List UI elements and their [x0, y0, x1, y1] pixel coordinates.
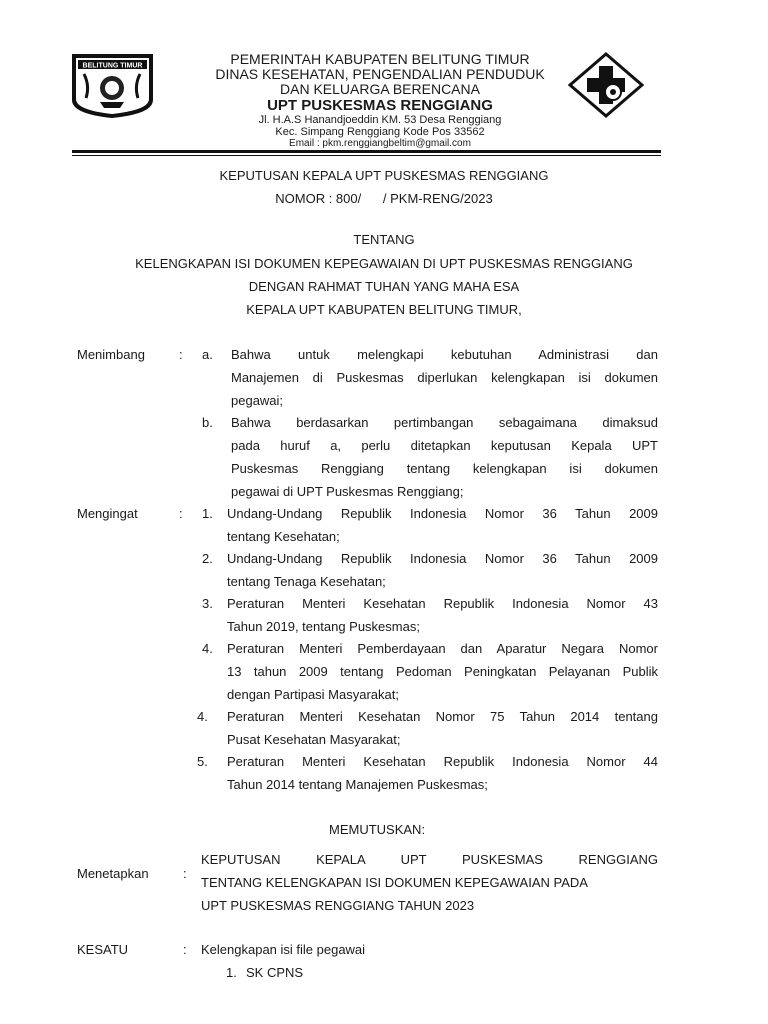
list-item-line: SK CPNS: [246, 965, 304, 980]
menetapkan-colon: :: [183, 866, 187, 881]
mengingat-label: Mengingat: [77, 506, 138, 521]
letterhead-line-1: PEMERINTAH KABUPATEN BELITUNG TIMUR: [230, 51, 530, 67]
decree-subject: KELENGKAPAN ISI DOKUMEN KEPEGAWAIAN DI UPT PUSKESMAS RENGGIANG: [135, 256, 633, 271]
decree-title: KEPUTUSAN KEPALA UPT PUSKESMAS RENGGIANG: [219, 168, 549, 183]
list-marker: a.: [202, 347, 213, 362]
kesatu-text: Kelengkapan isi file pegawai: [201, 942, 366, 957]
kesatu-colon: :: [183, 942, 187, 957]
menimbang-label: Menimbang: [77, 347, 145, 362]
menimbang-colon: :: [179, 347, 183, 362]
menetapkan-line: UPT PUSKESMAS RENGGIANG TAHUN 2023: [201, 898, 475, 913]
menetapkan-line: KEPUTUSAN KEPALA UPT PUSKESMAS RENGGIANG: [201, 852, 658, 867]
decree-number: NOMOR : 800/ / PKM-RENG/2023: [275, 191, 493, 206]
menetapkan-line: TENTANG KELENGKAPAN ISI DOKUMEN KEPEGAWAIAN PADA: [201, 875, 588, 890]
letterhead-institution: UPT PUSKESMAS RENGGIANG: [267, 97, 493, 114]
list-item-line: Peraturan Menteri Kesehatan Republik Indonesia Nomor 44: [227, 754, 658, 769]
list-item-line: pegawai di UPT Puskesmas Renggiang;: [231, 484, 464, 499]
list-item-line: pegawai;: [231, 393, 284, 408]
list-marker: 2.: [202, 551, 213, 566]
list-marker: 4.: [197, 709, 208, 724]
letterhead-divider-thin: [72, 155, 661, 156]
list-item-line: Tahun 2019, tentang Puskesmas;: [227, 619, 420, 634]
list-marker: 3.: [202, 596, 213, 611]
list-item-line: Peraturan Menteri Kesehatan Republik Indonesia Nomor 43: [227, 596, 658, 611]
list-item-line: Undang-Undang Republik Indonesia Nomor 36 Tahun 2009: [227, 506, 658, 521]
letterhead-address-1: Jl. H.A.S Hanandjoeddin KM. 53 Desa Renggiang: [258, 114, 502, 126]
menetapkan-label: Menetapkan: [77, 866, 149, 881]
list-item-line: Puskesmas Renggiang tentang kelengkapan isi dokumen: [231, 461, 658, 476]
mengingat-colon: :: [179, 506, 183, 521]
list-marker: 5.: [197, 754, 208, 769]
list-marker: 1.: [226, 965, 237, 980]
list-item-line: tentang Kesehatan;: [227, 529, 340, 544]
list-item-line: 13 tahun 2009 tentang Pedoman Peningkatan Pelayanan Publik: [227, 664, 658, 679]
list-item-line: Bahwa untuk melengkapi kebutuhan Administrasi dan: [231, 347, 658, 362]
letterhead-address-2: Kec. Simpang Renggiang Kode Pos 33562: [275, 126, 485, 138]
list-item-line: Peraturan Menteri Kesehatan Nomor 75 Tahun 2014 tentang: [227, 709, 658, 724]
list-item-line: dengan Partipasi Masyarakat;: [227, 687, 399, 702]
list-marker: b.: [202, 415, 213, 430]
letterhead-divider-thick: [72, 150, 661, 153]
list-marker: 4.: [202, 641, 213, 656]
list-item-line: Manajemen di Puskesmas diperlukan kelengkapan isi dokumen: [231, 370, 658, 385]
decree-about: TENTANG: [353, 232, 415, 247]
list-item-line: Peraturan Menteri Pemberdayaan dan Aparatur Negara Nomor: [227, 641, 658, 656]
list-item-line: Tahun 2014 tentang Manajemen Puskesmas;: [227, 777, 488, 792]
list-marker: 1.: [202, 506, 213, 521]
decree-grace: DENGAN RAHMAT TUHAN YANG MAHA ESA: [248, 279, 520, 294]
letterhead-line-3: DAN KELUARGA BERENCANA: [280, 81, 480, 97]
list-item-line: tentang Tenaga Kesehatan;: [227, 574, 386, 589]
regency-logo: [70, 52, 155, 120]
list-item-line: Undang-Undang Republik Indonesia Nomor 36 Tahun 2009: [227, 551, 658, 566]
logo-text: BELITUNG TIMUR: [82, 62, 143, 70]
decree-head: KEPALA UPT KABUPATEN BELITUNG TIMUR,: [246, 302, 522, 317]
kesatu-label: KESATU: [77, 942, 129, 957]
list-item-line: pada huruf a, perlu ditetapkan keputusan Kepala UPT: [231, 438, 658, 453]
letterhead-email: Email : pkm.renggiangbeltim@gmail.com: [289, 138, 471, 149]
letterhead-line-2: DINAS KESEHATAN, PENGENDALIAN PENDUDUK: [215, 66, 545, 82]
memutuskan-heading: MEMUTUSKAN:: [329, 822, 426, 837]
list-item-line: Bahwa berdasarkan pertimbangan sebagaimana dimaksud: [231, 415, 658, 430]
list-item-line: Pusat Kesehatan Masyarakat;: [227, 732, 401, 747]
